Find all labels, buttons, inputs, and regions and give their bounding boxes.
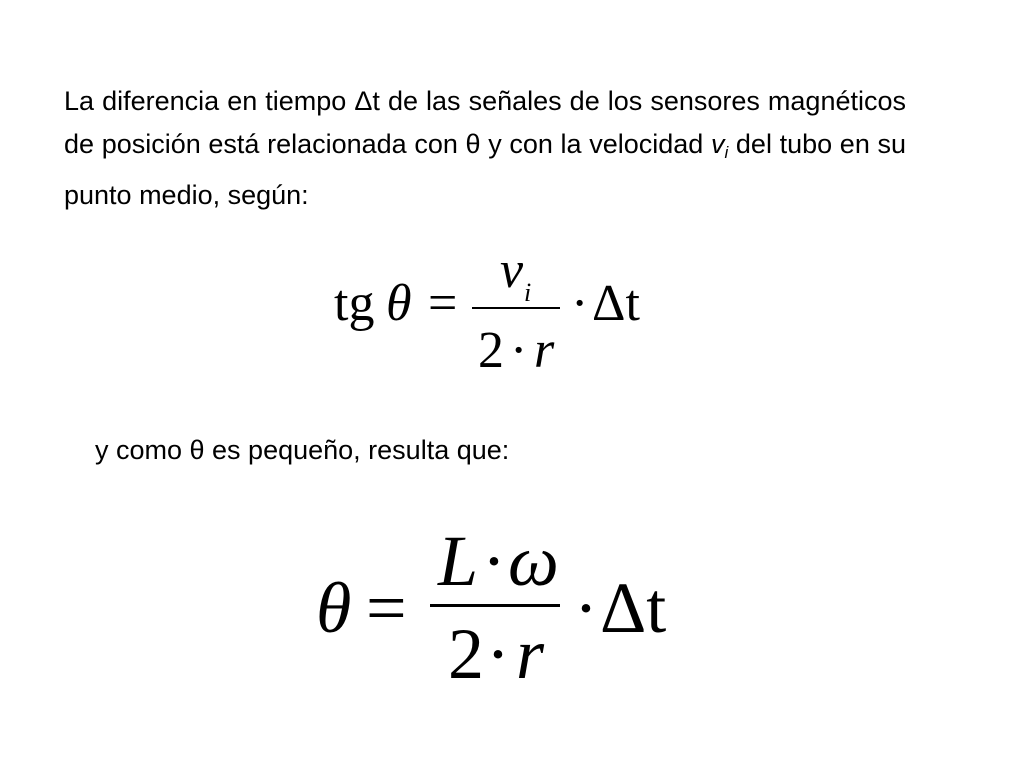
eq1-numerator-v: v	[500, 242, 524, 299]
eq2-numerator-dot: ·	[482, 521, 506, 601]
eq1-lhs-theta: θ	[386, 275, 412, 332]
eq2-delta-t: Δt	[600, 568, 667, 648]
velocity-var: v	[710, 129, 725, 159]
eq2-mult-dot: ·	[574, 568, 598, 648]
eq1-equals: =	[428, 275, 458, 332]
velocity-subscript: i	[724, 143, 729, 162]
eq1-numerator-subscript: i	[524, 278, 532, 307]
eq1-denominator-dot: ·	[510, 322, 528, 379]
eq2-denominator-dot: ·	[486, 614, 510, 694]
eq1-delta-t: Δt	[592, 275, 640, 332]
eq2-equals: =	[366, 568, 407, 648]
eq2-numerator-omega: ω	[508, 521, 559, 601]
eq2-fraction-bar	[430, 604, 560, 607]
eq2-denominator-r: r	[516, 614, 545, 694]
eq1-lhs-func: tg	[334, 275, 375, 332]
small-angle-note: y como θ es pequeño, resulta que:	[95, 435, 510, 465]
eq2-numerator-L: L	[438, 521, 479, 601]
eq2-denominator-coef: 2	[448, 614, 484, 694]
paragraph-text-part1: La diferencia en tiempo Δt de las señales de los sensores magnéticos de posición está relacionada con θ y con la velocidad	[64, 86, 906, 159]
eq1-denominator-r: r	[534, 322, 555, 379]
eq2-lhs-theta: θ	[316, 568, 352, 648]
paragraph-text-part2: del tubo en su punto medio, según:	[64, 129, 907, 210]
eq1-denominator-coef: 2	[478, 322, 504, 379]
eq1-mult-dot: ·	[571, 275, 589, 332]
